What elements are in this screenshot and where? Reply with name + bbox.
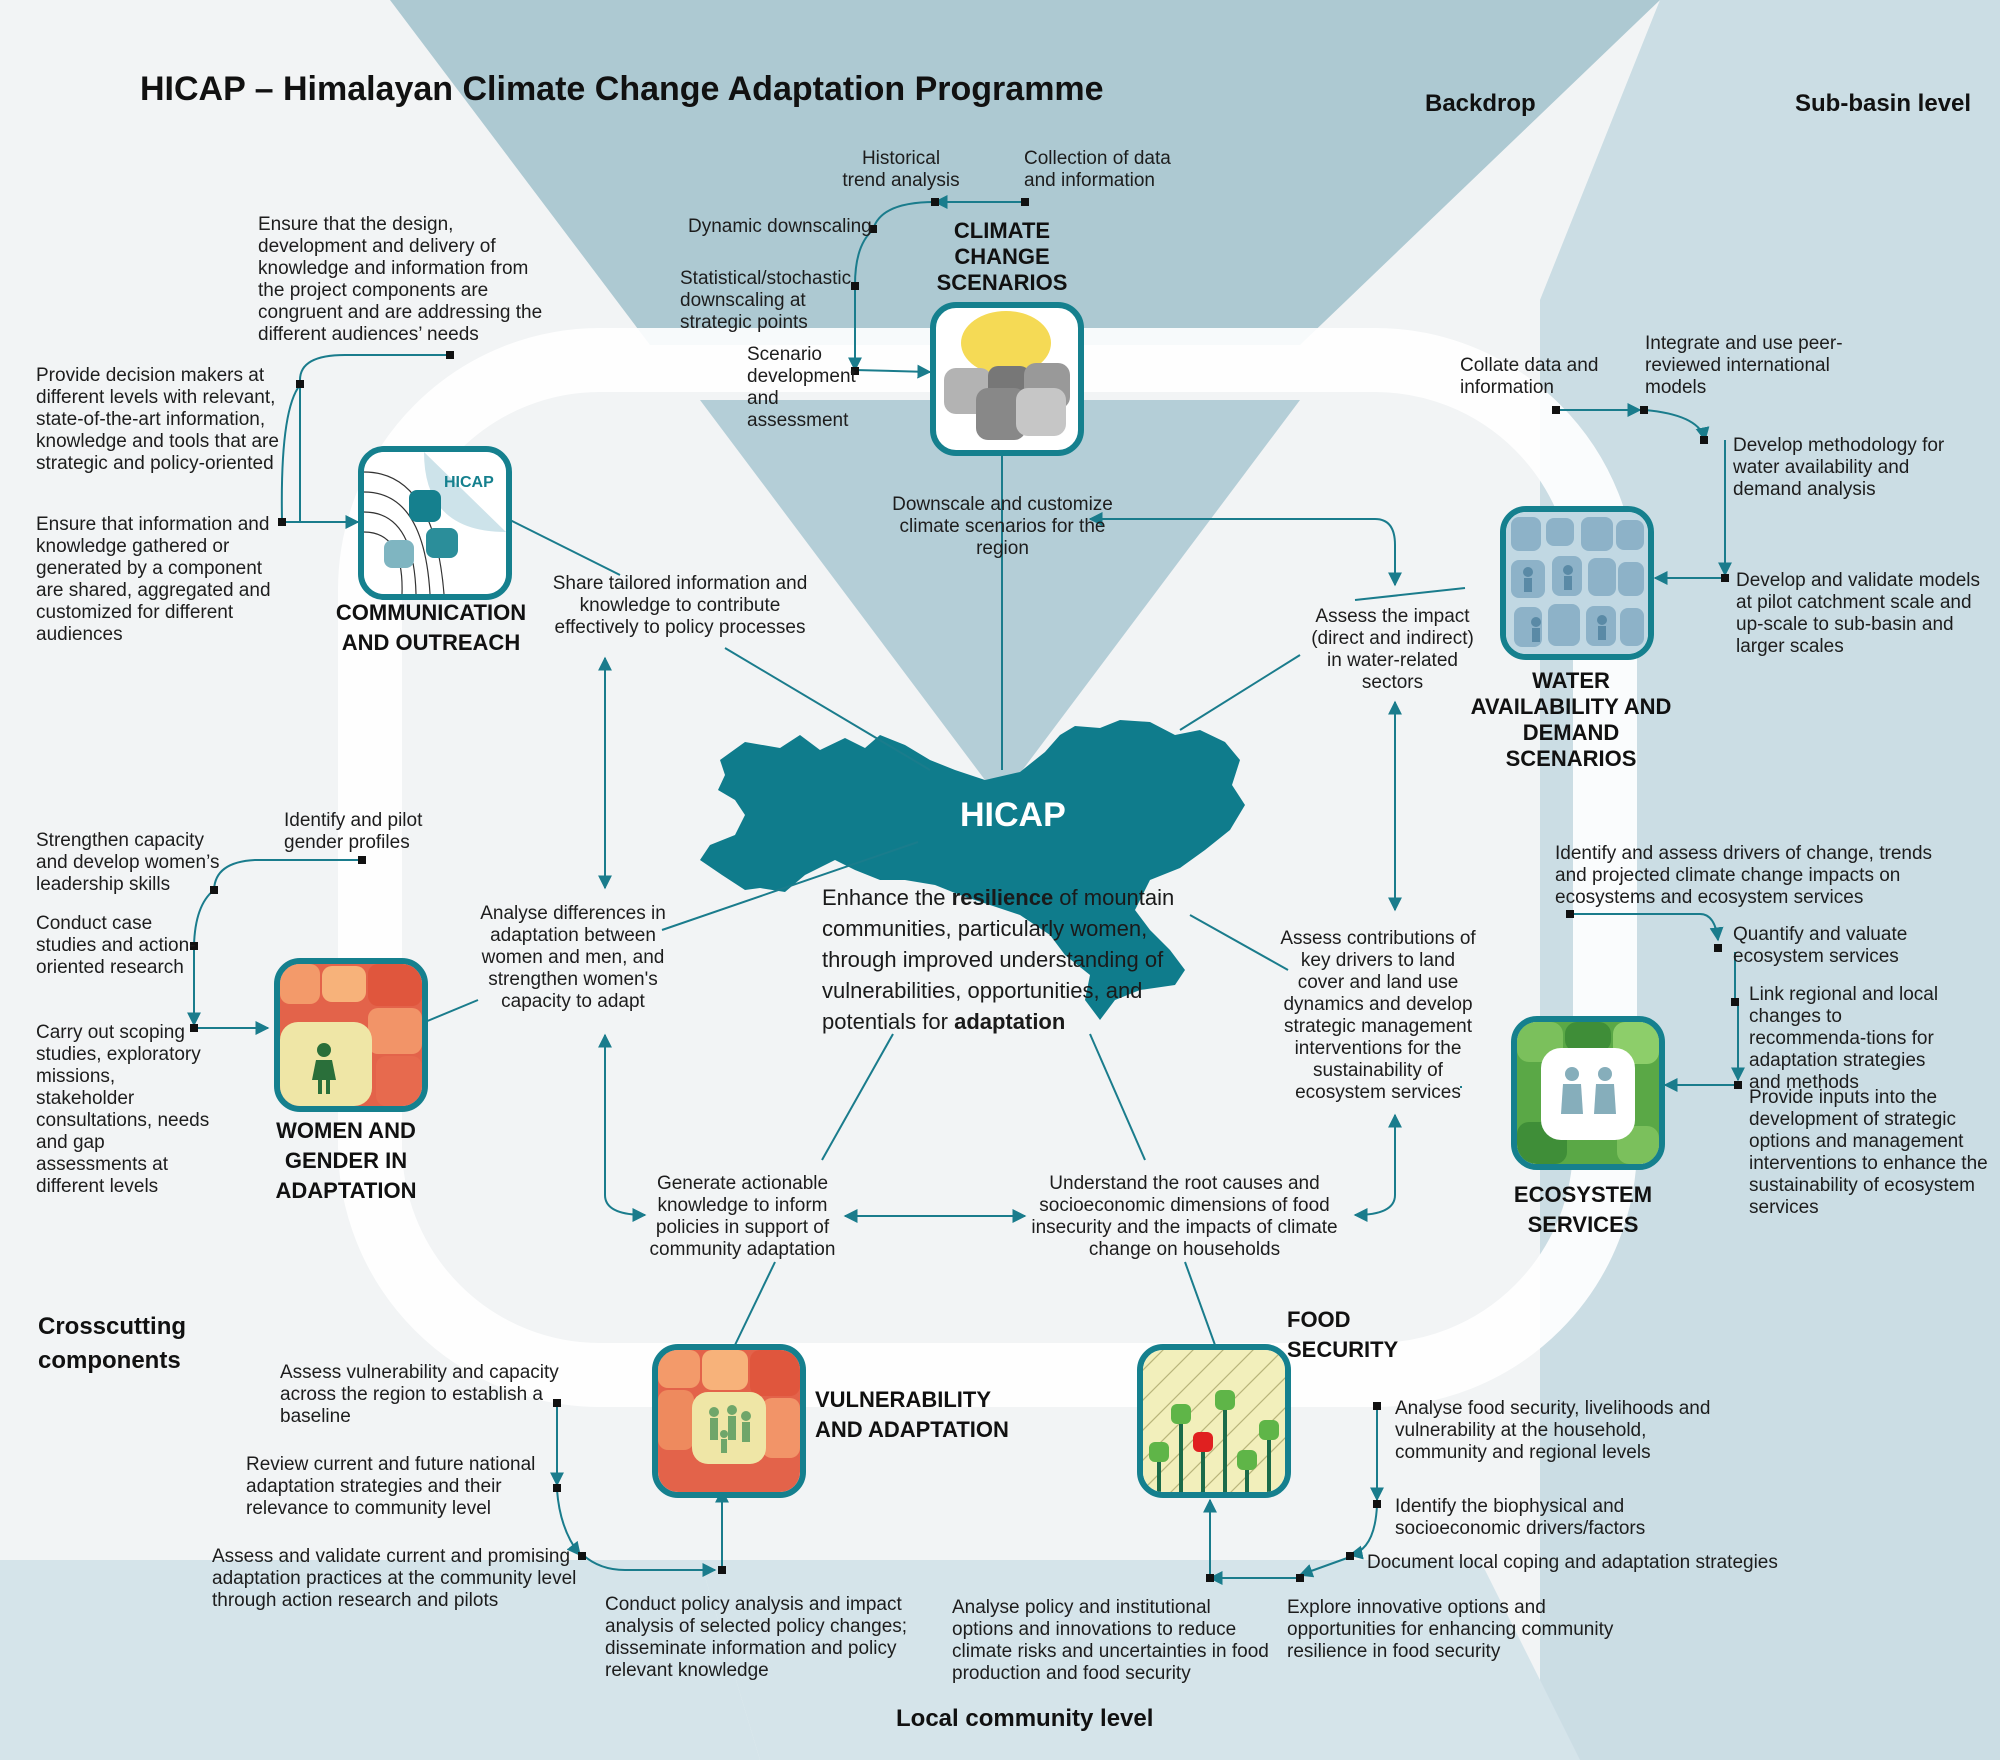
climate-scenarios-icon [930,302,1084,456]
link-food [1185,1262,1215,1345]
text-eco-inputs: Provide inputs into the development of strategic options and management interventions to enhance the sustainability of ecosystem services [1749,1087,1988,1218]
heading-communication: COMMUNICATION AND OUTREACH [335,600,527,655]
text-water-integrate: Integrate and use peer-reviewed international models [1645,333,1843,398]
text-scenario-dev: Scenario development and assessment [747,344,856,431]
text-food-document: Document local coping and adaptation strategies [1367,1552,1778,1573]
heading-food: FOOD SECURITY [1287,1307,1399,1362]
text-food-explore: Explore innovative options and opportunities for enhancing community resilience in food security [1287,1597,1614,1662]
text-collection: Collection of data and information [1024,148,1171,191]
link-assess-impact [1180,655,1300,730]
women-gender-icon [274,958,428,1112]
text-water-method: Develop methodology for water availability and demand analysis [1733,435,1945,500]
text-assess-impact: Assess the impact (direct and indirect) in water-related sectors [1311,606,1474,693]
text-dynamic: Dynamic downscaling [688,216,872,237]
heading-ecosystem: ECOSYSTEM SERVICES [1513,1182,1653,1237]
arrow-analyse-generate [605,1035,645,1215]
text-share: Share tailored information and knowledge to contribute effectively to policy processes [552,573,808,638]
text-women-strengthen: Strengthen capacity and develop women’s leadership skills [36,830,220,895]
text-analyse-diff: Analyse differences in adaptation between women and men, and strengthen women's capacity to adapt [480,903,666,1012]
text-food-policy: Analyse policy and institutional options and innovations to reduce climate risks and uncertainties in food production and food security [952,1597,1269,1684]
text-assess-contrib: Assess contributions of key drivers to land cover and land use dynamics and develop strategic management interventions for the sustainability of ecosystem services [1280,928,1476,1103]
link-women-text [425,1000,478,1022]
text-women-scoping: Carry out scoping studies, exploratory missions, stakeholder consultations, needs and gap assessments at different levels [36,1022,210,1197]
communication-icon [358,446,512,600]
food-security-icon [1137,1344,1291,1498]
text-historical-trend: Historical trend analysis [842,148,960,191]
link-water-text [1355,588,1465,600]
text-comm-ensure: Ensure that information and knowledge gathered or generated by a component are shared, aggregated and customized for different audiences [36,514,271,645]
comm-icon-text: HICAP [444,474,494,491]
text-comm-provide: Provide decision makers at different levels with relevant, state-of-the-art information, knowledge and tools that are strategic and policy-oriented [36,365,279,474]
text-vuln-policy: Conduct policy analysis and impact analysis of selected policy changes; disseminate information and policy relevant knowledge [605,1594,908,1681]
text-water-validate: Develop and validate models at pilot catchment scale and up-scale to sub-basin and larger scales [1736,570,1980,657]
local-community-label: Local community level [896,1705,1154,1732]
text-downscale: Downscale and customize climate scenarios for the region [892,494,1113,559]
text-eco-quantify: Quantify and valuate ecosystem services [1733,924,1908,967]
text-eco-link: Link regional and local changes to recommenda-tions for adaptation strategies and methods [1749,984,1939,1093]
heading-water: WATER AVAILABILITY AND DEMAND SCENARIOS [1470,668,1672,771]
text-generate: Generate actionable knowledge to inform policies in support of community adaptation [649,1173,836,1260]
hicap-map-label: HICAP [960,796,1066,834]
water-availability-icon [1500,506,1654,660]
heading-climate: CLIMATE CHANGE SCENARIOS [936,218,1068,295]
heading-vulnerability: VULNERABILITY AND ADAPTATION [815,1387,1009,1442]
text-food-identify: Identify the biophysical and socioeconomic drivers/factors [1395,1496,1646,1539]
text-vuln-review: Review current and future national adaptation strategies and their relevance to community level [246,1454,536,1519]
link-drivers [1190,915,1288,970]
backdrop-label: Backdrop [1425,90,1536,117]
text-vuln-assess: Assess vulnerability and capacity across the region to establish a baseline [280,1362,559,1427]
link-comm-text [510,520,620,575]
goal-statement: Enhance the resilience of mountain communities, particularly women, through improved understanding of vulnerabilities, opportunities, and potentials for adaptation [822,885,1175,1034]
text-eco-identify: Identify and assess drivers of change, trends and projected climate change impacts on ecosystems and ecosystem services [1555,843,1933,908]
text-vuln-validate: Assess and validate current and promising adaptation practices at the community level through action research and pilots [212,1546,577,1611]
text-comm-design: Ensure that the design, development and delivery of knowledge and information from the project components are congruent and are addressing the different audiences’ needs [258,214,543,345]
text-understand: Understand the root causes and socioeconomic dimensions of food insecurity and the impacts of climate change on households [1031,1173,1338,1260]
vulnerability-adaptation-icon [652,1344,806,1498]
crosscutting-label: Crosscutting components [38,1313,187,1374]
text-food-analyse: Analyse food security, livelihoods and vulnerability at the household, community and regional levels [1395,1398,1711,1463]
link-generate [822,1034,893,1160]
ecosystem-services-icon [1511,1016,1665,1170]
text-women-case: Conduct case studies and action-oriented research [36,913,196,978]
link-understand [1090,1034,1145,1160]
arrow-contrib-understand [1355,1115,1395,1215]
text-water-collate: Collate data and information [1460,355,1599,398]
text-women-identify: Identify and pilot gender profiles [284,810,423,853]
page-title: HICAP – Himalayan Climate Change Adaptation Programme [140,70,1104,108]
sub-basin-label: Sub-basin level [1795,90,1972,117]
text-statistical: Statistical/stochastic downscaling at strategic points [680,268,852,333]
link-vuln [735,1262,775,1345]
heading-women: WOMEN AND GENDER IN ADAPTATION [275,1118,417,1203]
